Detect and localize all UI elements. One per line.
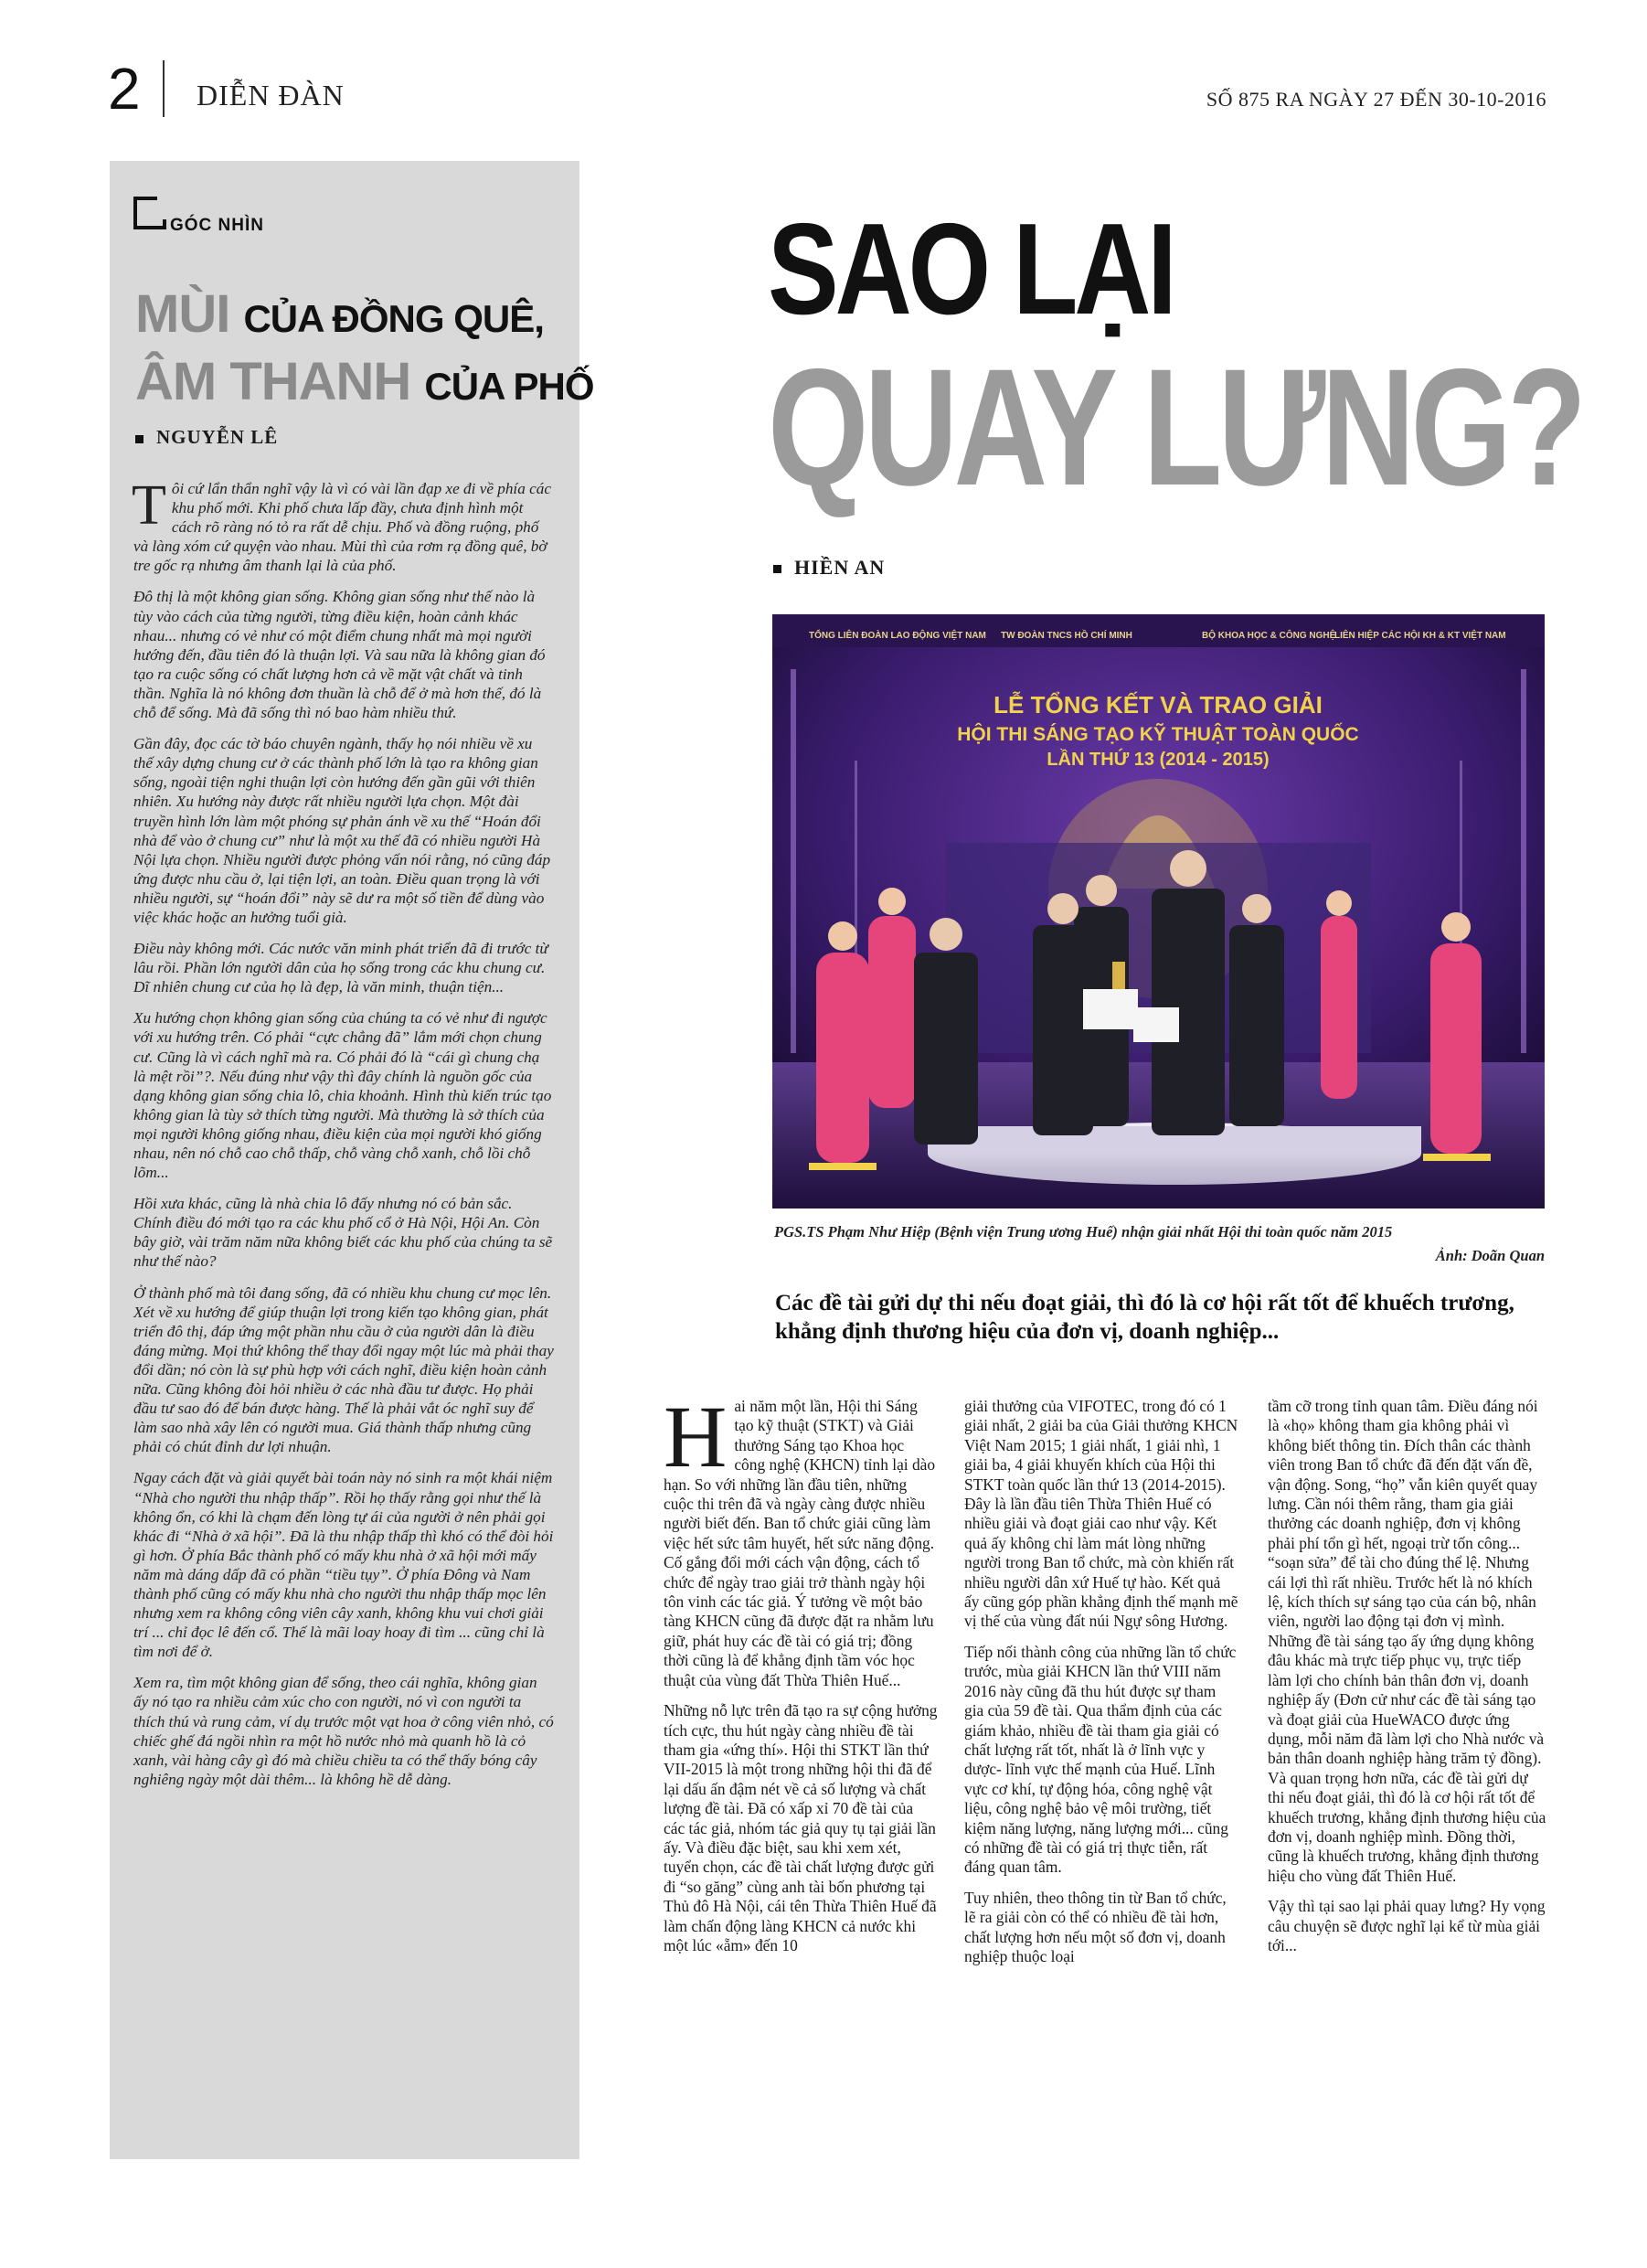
sidebar-paragraph: Xu hướng chọn không gian sống của chúng ta có vẻ như đi ngược với xu hướng trên. Có phải “cực chẳng đã” lắm mới chọn chung cư. Cũng là vì cách nghĩ mà ra. Có phải đó là “cái gì chung chạ là mệt rồi”?. Nếu đúng như vậy thì đây chính là nguồn gốc của dạng không gian sống chia lô, chia khoảnh. Hình thù kiến trúc tạo không gian là tùy sở thích từng người. Mà thường là sở thích của mọi người không giống nhau, điều kiện của mọi người khó giống nhau, nên nó chỗ cao chỗ thấp, chỗ vàng chỗ xanh, chỗ lồi chỗ lõm... (133, 1009, 552, 1182)
article-paragraph: giải thưởng của VIFOTEC, trong đó có 1 giải nhất, 2 giải ba của Giải thưởng KHCN Việt Nam 2015; 1 giải nhất, 1 giải nhì, 1 giải ba, 4 giải khuyến khích của Hội thi STKT toàn quốc lần thứ 13 (2014-2015). Đây là lần đầu tiên Thừa Thiên Huế có nhiều giải và đoạt giải cao như vậy. Kết quả ấy không chỉ làm mát lòng những người trong Ban tổ chức, mà còn khiến rất nhiều người dân xứ Huế tự hào. Kết quả ấy cũng góp phần khẳng định thế mạnh mẽ vị thế của vùng đất núi Ngự sông Hương. (964, 1397, 1238, 1631)
sidebar-paragraph: Đô thị là một không gian sống. Không gian sống như thế nào là tùy vào cách của từng người, từng điều kiện, hoàn cảnh khác nhau... nhưng có vẻ như có một điểm chung nhất mà mọi người hướng đến, đầu tiên đó là thuận lợi. Và sau nữa là không gian đó tạo ra cuộc sống có chất lượng hơn cả về mặt vật chất và tinh thần. Nghĩa là nó không đơn thuần là chỗ để ở mà hơn thế, đó là chỗ để sống. Mà đã sống thì nó bao hàm nhiều thứ. (133, 588, 546, 722)
article-column-2 (964, 1397, 1238, 1977)
article-byline (773, 556, 885, 580)
article-title-line2: QUAY LƯNG? (768, 334, 1583, 520)
article-paragraph (664, 1388, 938, 1690)
article-paragraph: Tuy nhiên, theo thông tin từ Ban tổ chức, lẽ ra giải còn có thể có nhiều đề tài hơn, chất lượng hơn nếu một số đơn vị, doanh nghiệp thuộc loại (964, 1888, 1227, 1965)
stage-title-2: HỘI THI SÁNG TẠO KỸ THUẬT TOÀN QUỐC (957, 724, 1359, 745)
award-ceremony-photo (772, 614, 1545, 1209)
page-number: 2 (108, 56, 141, 122)
bullet-icon (135, 435, 143, 443)
sidebar-title-word-2: ÂM THANH (135, 352, 411, 411)
sidebar-paragraph: Gần đây, đọc các tờ báo chuyên ngành, thấy họ nói nhiều về xu thế xây dựng chung cư ở các thành phố lớn là tạo ra không gian sống, ngoài tiện nghi thuận lợi còn hướng đến gần gũi với thiên nhiên. Xu hướng này được rất nhiều người lựa chọn. Một đài truyền hình lớn làm một phóng sự phản ánh về xu thế “Hoán đổi nhà để vào ở chung cư” như là một xu thế đã có nhiều người Hà Nội lựa chọn. Nhiều người được phỏng vấn nói rằng, nó cũng đáp ứng được nhu cầu ở, lại tiện lợi, an toàn. Điều quan trọng là với nhiều người, sự “hoán đổi” này sẽ dư ra một số tiền để dùng vào việc khác hoặc an hưởng tuổi già. (133, 735, 551, 926)
sidebar-paragraph: Ngay cách đặt và giải quyết bài toán này nó sinh ra một khái niệm “Nhà cho người thu nhập thấp”. Rồi họ thấy rằng gọi như thế là không ổn, có khi là chạm đến lòng tự ái của người ở nên phải gọi khác đi “Nhà ở xã hội”. Đã là thu nhập thấp thì khó có thể đòi hỏi gì hơn. Ở phía Bắc thành phố có mấy khu nhà ở xã hội mới mấy năm mà dáng dấp đã có phần “tiều tụy”. Ở phía Đông và Nam thành phố cũng có mấy khu nhà cho người thu nhập thấp mọc lên nhưng xem ra không công viên cây xanh, không khu vui chơi giải trí ... chỉ đọc lê đến cổ. Thế là mãi loay hoay đi tìm ... cũng chỉ là tìm nơi để ở. (133, 1469, 554, 1661)
stage-title-3: LẦN THỨ 13 (2014 - 2015) (1047, 750, 1270, 770)
sidebar-title-word-1: MÙI (135, 284, 230, 344)
banner-org-4: LIÊN HIỆP CÁC HỘI KH & KT VIỆT NAM (1334, 631, 1506, 641)
article-paragraph: tầm cỡ trong tỉnh quan tâm. Điều đáng nói là «họ» không tham gia không phải vì không biết thông tin. Đích thân các thành viên trong Ban tổ chức đã đến đặt vấn đề, vận động. Song, “họ” vẫn kiên quyết quay lưng. Cần nói thêm rằng, tham gia giải thưởng các doanh nghiệp, đơn vị không phải phí tổn gì hết, ngoại trừ tốn công... “soạn sửa” để tài cho đúng thể lệ. Nhưng cái lợi thì rất nhiều. Trước hết là nó khích lệ, kích thích sự sáng tạo của cán bộ, nhân viên, người lao động tại đơn vị mình. Những đề tài sáng tạo ấy ứng dụng không đâu khác mà trực tiếp phục vụ, trực tiếp làm lợi cho chính bản thân đơn vị, doanh nghiệp ấy (Đơn cử như các đề tài sáng tạo và đoạt giải của HueWACO được ứng dụng, mỗi năm đã làm lợi cho Nhà nước và bản thân doanh nghiệp hàng trăm tỷ đồng). Và quan trọng hơn nữa, các đề tài gửi dự thi nếu đoạt giải, thì đó là cơ hội rất tốt để khuếch trương, khẳng định thương hiệu của đơn vị, doanh nghiệp mình. Đồng thời, cũng là khuếch trương, khẳng định thương hiệu cho vùng đất Thiên Huế. (1268, 1397, 1546, 1885)
sidebar-title-line1 (135, 285, 544, 348)
bullet-icon (773, 565, 781, 573)
article-paragraph: Những nỗ lực trên đã tạo ra sự cộng hưởng tích cực, thu hút ngày càng nhiều đề tài tham gia «ứng thí». Hội thi STKT lần thứ VII-2015 là một trong những hội thi đã để lại dấu ấn đậm nét về cả số lượng và chất lượng đề tài. Đã có xấp xỉ 70 đề tài của các tác giả, nhóm tác giả quy tụ tại giải lần ấy. Và điều đặc biệt, sau khi xem xét, tuyển chọn, các đề tài chất lượng được gửi đi “so găng” cùng anh tài bốn phương tại Thủ đô Hà Nội, cái tên Thừa Thiên Huế đã làm chấn động làng KHCN cả nước khi một lúc «ẵm» đến 10 (664, 1701, 938, 1954)
sidebar-title-line2 (135, 353, 594, 416)
sidebar-paragraph-text: ôi cứ lẩn thẩn nghĩ vậy là vì có vài lần đạp xe đi về phía các khu phố mới. Khi phố chưa lấp đầy, chưa định hình một cách rõ ràng nó tỏ ra rất dễ chịu. Phố và đồng ruộng, phố và làng xóm cứ quyện vào nhau. Mùi thì của rơm rạ đồng quê, bờ tre gốc rạ nhưng âm thanh lại là của phố. (133, 480, 551, 575)
sidebar-byline (135, 426, 278, 449)
stage-title-1: LỄ TỔNG KẾT VÀ TRAO GIẢI (994, 691, 1323, 719)
sidebar-kicker: GÓC NHÌN (170, 216, 264, 235)
sidebar-paragraph: Điều này không mới. Các nước văn minh phát triển đã đi trước từ lâu rồi. Phần lớn người dân của họ sống trong các khu chung cư. Dĩ nhiên chung cư của họ là đẹp, là văn minh, thuận tiện... (133, 940, 548, 996)
article-column-3 (1268, 1397, 1546, 1966)
sidebar-paragraph: Hồi xưa khác, cũng là nhà chia lô đấy nhưng nó có bản sắc. Chính điều đó mới tạo ra các khu phố cổ ở Hà Nội, Hội An. Còn bây giờ, vài trăm năm nữa không biết các khu phố của chúng ta sẽ như thế nào? (133, 1195, 553, 1271)
issue-info: SỐ 875 RA NGÀY 27 ĐẾN 30-10-2016 (1206, 88, 1546, 111)
photo-credit: Ảnh: Doãn Quan (1435, 1247, 1545, 1264)
banner-org-1: TỔNG LIÊN ĐOÀN LAO ĐỘNG VIỆT NAM (809, 631, 986, 641)
sidebar-paragraph: Ở thành phố mà tôi đang sống, đã có nhiều khu chung cư mọc lên. Xét về xu hướng để giúp thuận lợi trong kiến tạo không gian, phát triển đô thị, đáp ứng một phần nhu cầu ở của người dân là điều đáng mừng. Mọi thứ không thể thay đổi ngay một lúc mà phải thay đổi dần; nó còn là sự phù hợp với cách nghĩ, điều kiện hoàn cảnh nữa. Cũng không đòi hỏi nhiều ở các nhà đầu tư được. Họ phải đầu tư sao đó để bán được hàng. Thế là phải vắt óc nghĩ suy để làm sao nhà xây lên có người mua. Giá thành thấp nhưng cũng phải có chút đỉnh dư lợi nhuận. (133, 1283, 554, 1456)
banner-org-2: TW ĐOÀN TNCS HỒ CHÍ MINH (1001, 631, 1132, 641)
article-author: HIỀN AN (794, 556, 886, 579)
sidebar-paragraph (132, 474, 554, 575)
sidebar-title-rest-2: CỦA PHỐ (424, 365, 594, 408)
photo-caption: PGS.TS Phạm Như Hiệp (Bệnh viện Trung ương Huế) nhận giải nhất Hội thi toàn quốc năm 2015 (774, 1223, 1393, 1240)
header-divider (163, 60, 165, 117)
article-dropcap: H (664, 1388, 728, 1485)
article-title-line1: SAO LẠI (768, 197, 1174, 342)
banner-org-3: BỘ KHOA HỌC & CÔNG NGHỆ (1202, 631, 1336, 641)
sidebar-dropcap: T (132, 474, 166, 537)
article-paragraph: Tiếp nối thành công của những lần tổ chức trước, mùa giải KHCN lần thứ VIII năm 2016 này cũng đã thu hút được sự tham gia của 59 đề tài. Qua thẩm định của các giám khảo, nhiều đề tài tham gia giải có chất lượng rất tốt, nhất là ở lĩnh vực y dược- lĩnh vực thế mạnh của Huế. Lĩnh vực cơ khí, tự động hóa, công nghệ vật liệu, công nghệ bảo vệ môi trường, tiết kiệm năng lượng, năng lượng mới... cũng có những đề tài có giá trị thực tiễn, rất đáng quan tâm. (964, 1642, 1237, 1877)
article-column-1 (664, 1388, 938, 1966)
article-lead: Các đề tài gửi dự thi nếu đoạt giải, thì đó là cơ hội rất tốt để khuếch trương, khẳng định thương hiệu của đơn vị, doanh nghiệp... (775, 1291, 1514, 1344)
article-paragraph-text: ai năm một lần, Hội thi Sáng tạo kỹ thuật (STKT) và Giải thưởng Sáng tạo Khoa học công nghệ (KHCN) tỉnh lại dào hạn. So với những lần đầu tiên, những cuộc thi trên đã và ngày càng được nhiều người biết đến. Ban tổ chức giải cũng làm việc hết sức tâm huyết, hết sức năng động. Cố gắng đổi mới cách vận động, cách tổ chức để ngày trao giải trở thành ngày hội tôn vinh các tác giả. Ý tưởng về một bảo tàng KHCN cũng đã được đặt ra nhằm lưu giữ, phát huy các đề tài có giá trị; đồng thời cũng là để khẳng định tầm vóc học thuật của vùng đất Thừa Thiên Huế... (664, 1397, 936, 1689)
photo-illustration (772, 614, 1545, 1209)
sidebar-author: NGUYỄN LÊ (156, 426, 279, 448)
article-paragraph: Vậy thì tại sao lại phải quay lưng? Hy vọng câu chuyện sẽ được nghĩ lại kể từ mùa giải tới... (1268, 1897, 1546, 1954)
section-name: DIỄN ĐÀN (197, 79, 345, 112)
sidebar-title-rest-1: CỦA ĐỒNG QUÊ, (243, 297, 544, 340)
sidebar-paragraph: Xem ra, tìm một không gian để sống, theo cái nghĩa, không gian ấy nó tạo ra nhiều cảm xúc cho con người, nó vì con người ta thích thú và rung cảm, ví dụ trước một vạt hoa ở công viên nhỏ, có chiếc ghế đá ngồi nhìn ra một hồ nước nhỏ mà quanh hồ là cỏ xanh, vài hàng cây gì đó mà chiều chiều ta có thể thấy bóng cây nghiêng ngày một dài thêm... là không hề dễ dàng. (133, 1674, 554, 1788)
sidebar-body (132, 474, 554, 1801)
